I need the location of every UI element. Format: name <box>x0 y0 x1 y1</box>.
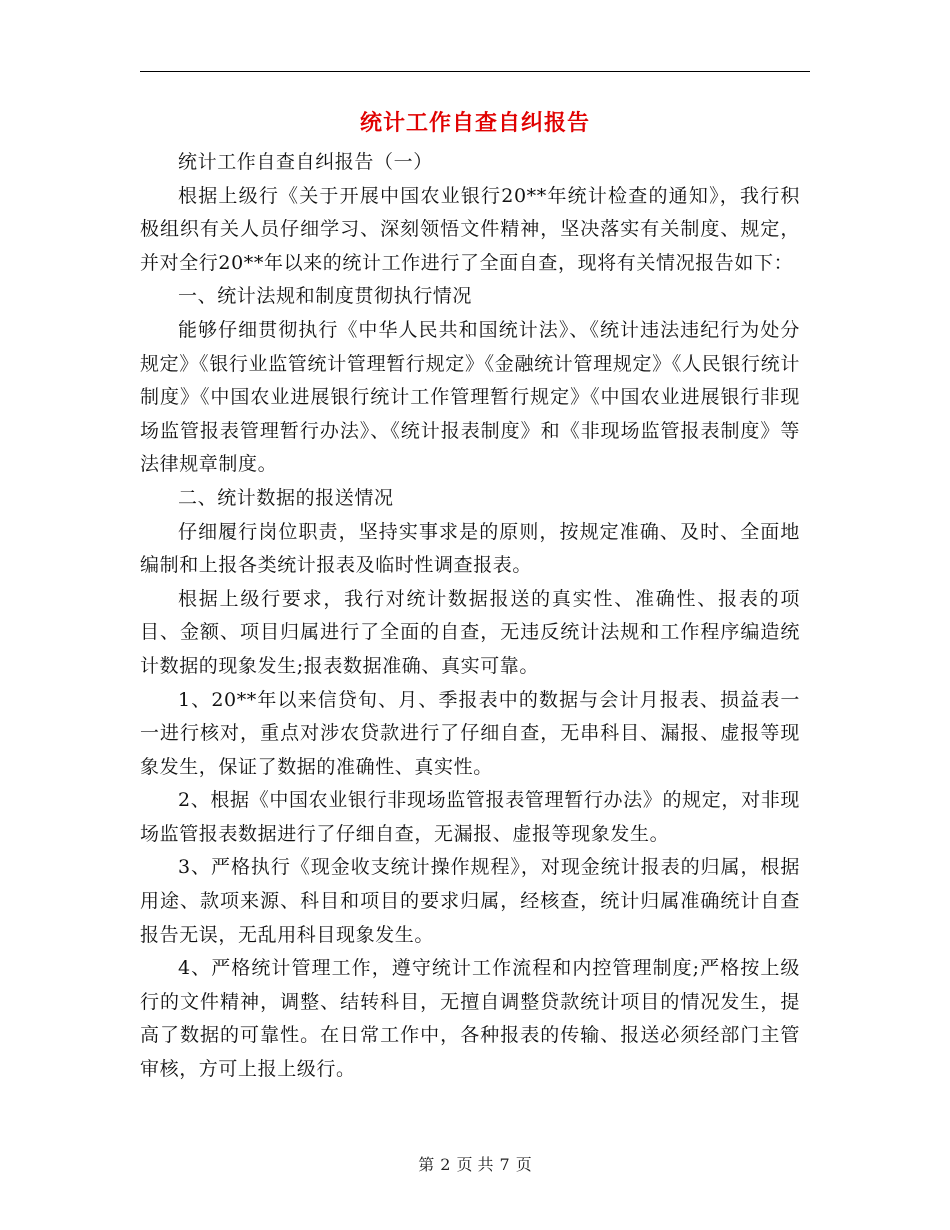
paragraph: 根据上级行《关于开展中国农业银行20**年统计检查的通知》，我行积极组织有关人员仔细学习、深刻领悟文件精神，坚决落实有关制度、规定，并对全行20**年以来的统计工作进行了全面自查，现将有关情况报告如下： <box>140 184 800 274</box>
paragraph: 根据上级行要求，我行对统计数据报送的真实性、准确性、报表的项目、金额、项目归属进行了全面的自查，无违反统计法规和工作程序编造统计数据的现象发生;报表数据准确、真实可靠。 <box>140 587 800 677</box>
paragraph: 仔细履行岗位职责，坚持实事求是的原则，按规定准确、及时、全面地编制和上报各类统计报表及临时性调查报表。 <box>140 520 800 577</box>
paragraph-subtitle: 统计工作自查自纠报告（一） <box>178 151 433 173</box>
document-title: 统计工作自查自纠报告 <box>359 110 590 136</box>
section-heading: 二、统计数据的报送情况 <box>178 486 394 509</box>
page-footer <box>140 1154 810 1176</box>
footer-middle: 页 共 <box>456 1155 494 1174</box>
footer-suffix: 页 <box>515 1155 532 1174</box>
list-item: 1、20**年以来信贷旬、月、季报表中的数据与会计月报表、损益表一一进行核对，重点对涉农贷款进行了仔细自查，无串科目、漏报、虚报等现象发生，保证了数据的准确性、真实性。 <box>140 688 800 778</box>
paragraph: 能够仔细贯彻执行《中华人民共和国统计法》、《统计违法违纪行为处分规定》《银行业监管统计管理暂行规定》《金融统计管理规定》《人民银行统计制度》《中国农业进展银行统计工作管理暂行规定》《中国农业进展银行非现场监管报表管理暂行办法》、《统计报表制度》和《非现场监管报表制度》等法律规章制度。 <box>140 318 800 476</box>
document-body <box>140 146 800 1087</box>
list-item: 2、根据《中国农业银行非现场监管报表管理暂行办法》的规定，对非现场监管报表数据进行了仔细自查，无漏报、虚报等现象发生。 <box>140 789 800 845</box>
section-heading: 一、统计法规和制度贯彻执行情况 <box>178 285 473 308</box>
footer-current-page: 2 <box>440 1155 451 1174</box>
footer-prefix: 第 <box>418 1155 435 1174</box>
list-item: 4、严格统计管理工作，遵守统计工作流程和内控管理制度;严格按上级行的文件精神，调整、结转科目，无擅自调整贷款统计项目的情况发生，提高了数据的可靠性。在日常工作中，各种报表的传输、报送必须经部门主管审核，方可上报上级行。 <box>140 957 800 1081</box>
footer-total-pages: 7 <box>499 1155 510 1174</box>
list-item: 3、严格执行《现金收支统计操作规程》，对现金统计报表的归属，根据用途、款项来源、科目和项目的要求归属，经核查，统计归属准确统计自查报告无误，无乱用科目现象发生。 <box>140 856 800 946</box>
header-rule <box>140 71 810 72</box>
